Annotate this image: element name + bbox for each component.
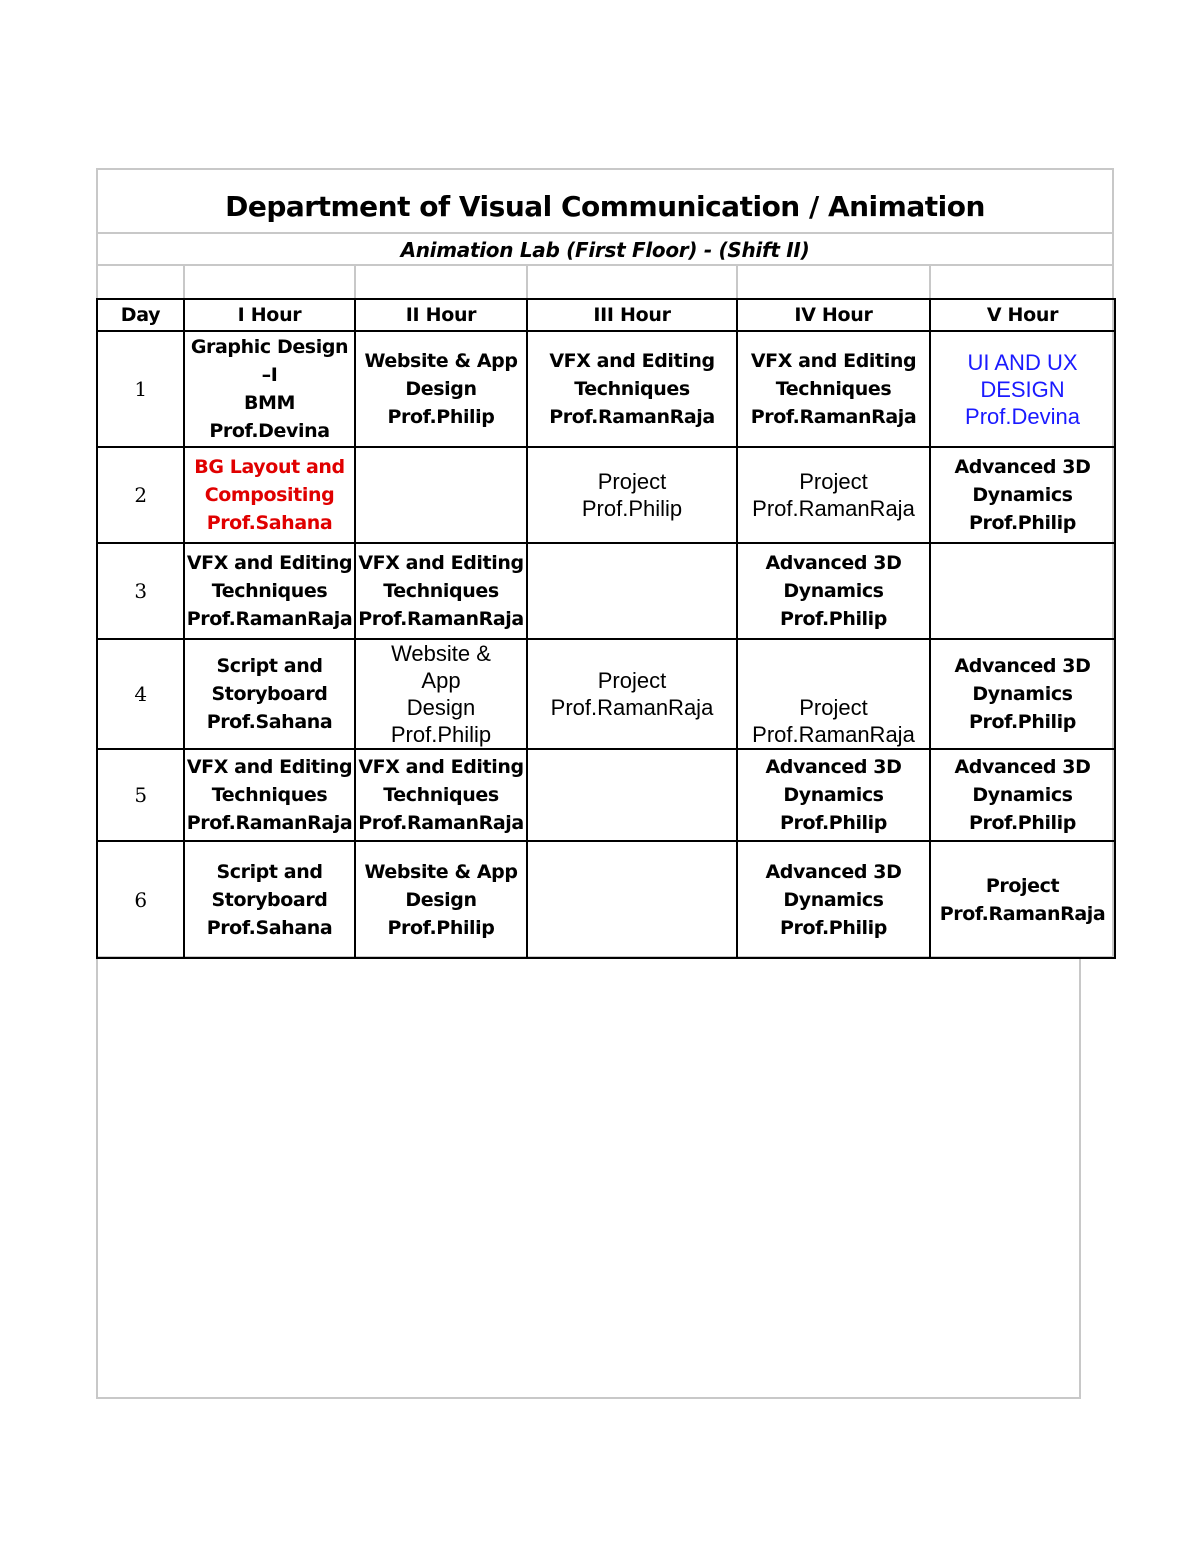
cell-line: Dynamics [972,484,1073,506]
cell-line: Dynamics [783,580,884,602]
cell-line: Prof.Devina [965,403,1080,429]
table-row [97,639,1115,749]
cell-line: Prof.Philip [780,812,887,834]
table-row [97,543,1115,639]
class-cell [930,749,1115,841]
cell-line: Compositing [204,484,335,506]
cell-line: Advanced 3D [954,456,1091,478]
cell-line: Dynamics [972,784,1073,806]
grid-line [929,266,931,299]
day-cell: 5 [97,749,184,841]
cell-line: Dynamics [783,784,884,806]
lower-border [96,958,1081,1399]
cell-line: Prof.Philip [969,711,1076,733]
cell-line: Prof.Philip [390,722,492,747]
cell-line: BG Layout and [194,456,345,478]
cell-line: Prof.RamanRaja [549,406,715,428]
cell-line: Prof.Devina [209,420,330,442]
table-row [97,841,1115,958]
class-cell [355,331,527,447]
grid-line [526,266,528,299]
class-cell [737,543,930,639]
column-header: I Hour [184,299,355,331]
class-cell [930,543,1115,639]
day-cell: 3 [97,543,184,639]
class-cell [527,331,737,447]
table-row [97,331,1115,447]
cell-line: UI AND UX [967,349,1078,375]
cell-line: Prof.RamanRaja [939,902,1106,925]
grid-line [354,266,356,299]
cell-line: VFX and Editing [549,350,715,372]
class-cell [355,543,527,639]
cell-line: Advanced 3D [765,552,902,574]
class-cell [355,447,527,543]
cell-line: Advanced 3D [765,756,902,778]
cell-line: Design [405,378,477,400]
column-header: V Hour [930,299,1115,331]
divider [96,264,1114,266]
class-cell [737,447,930,543]
cell-line: Prof.Philip [387,406,495,428]
class-cell [184,749,355,841]
grid-line [183,266,185,299]
cell-line: Prof.Sahana [206,711,333,733]
cell-line: Project [985,874,1060,897]
column-header: II Hour [355,299,527,331]
page-subtitle: Animation Lab (First Floor) - (Shift II) [400,238,810,262]
column-header: IV Hour [737,299,930,331]
cell-line: Prof.RamanRaja [186,608,353,630]
cell-line: Prof.Philip [780,608,887,630]
cell-line: Advanced 3D [954,756,1091,778]
class-cell [930,639,1115,749]
cell-line: Techniques [574,378,690,400]
cell-line: Dynamics [972,683,1073,705]
column-header: Day [97,299,184,331]
cell-line: Techniques [211,784,328,806]
class-cell [184,841,355,958]
class-cell [737,331,930,447]
cell-line: Prof.RamanRaja [750,406,917,428]
cell-line: Project [597,668,667,693]
day-cell: 4 [97,639,184,749]
cell-line: Prof.RamanRaja [752,722,915,747]
day-cell: 2 [97,447,184,543]
cell-line: Graphic Design [190,336,349,358]
class-cell [737,841,930,958]
cell-line: VFX and Editing [750,350,917,372]
cell-line: VFX and Editing [186,552,353,574]
cell-line: Project [799,695,868,720]
class-cell [184,447,355,543]
cell-line: BMM [243,392,296,414]
cell-line: VFX and Editing [186,756,353,778]
cell-line: Techniques [383,784,499,806]
cell-line: Prof.Sahana [206,512,333,534]
cell-line: Advanced 3D [954,655,1091,677]
class-cell [930,841,1115,958]
divider [96,232,1114,234]
cell-line: Script and [216,860,323,883]
class-cell [355,639,527,749]
class-cell [527,749,737,841]
cell-line: Prof.Sahana [206,916,333,939]
cell-line: Website & [391,641,491,666]
cell-line: Prof.Philip [387,916,495,939]
header-row [97,299,1115,331]
class-cell [184,331,355,447]
class-cell [527,639,737,749]
cell-line: App [421,668,461,693]
cell-line: Project [799,469,868,494]
cell-line: Prof.RamanRaja [358,812,524,834]
page-title: Department of Visual Communication / Animation [225,190,985,223]
cell-line: Website & App [364,350,518,372]
cell-line: VFX and Editing [358,756,524,778]
cell-line: VFX and Editing [358,552,524,574]
cell-line: Prof.Philip [780,916,887,939]
timetable [96,298,1116,959]
cell-line: Dynamics [783,888,884,911]
cell-line: Website & App [364,860,518,883]
class-cell [184,639,355,749]
class-cell [930,447,1115,543]
class-cell [737,639,930,749]
table-row [97,447,1115,543]
day-cell: 1 [97,331,184,447]
cell-line: Storyboard [211,888,328,911]
class-cell [355,749,527,841]
timetable-body [97,331,1115,958]
grid-line [736,266,738,299]
cell-line: Prof.RamanRaja [550,695,714,720]
table-row [97,749,1115,841]
class-cell [737,749,930,841]
cell-line: Prof.Philip [581,496,683,521]
cell-line: Script and [216,655,323,677]
cell-line: Techniques [211,580,328,602]
cell-line: Design [405,888,477,911]
cell-line: Project [597,469,667,494]
class-cell [355,841,527,958]
class-cell [184,543,355,639]
cell-line: –I [261,364,278,386]
cell-line: Prof.Philip [969,812,1076,834]
cell-line: Prof.RamanRaja [358,608,524,630]
day-cell: 6 [97,841,184,958]
cell-line: Prof.RamanRaja [752,496,915,521]
cell-line: Design [406,695,476,720]
class-cell [527,447,737,543]
cell-line: Storyboard [211,683,328,705]
class-cell [930,331,1115,447]
cell-line: Prof.Philip [969,512,1076,534]
cell-line: Prof.RamanRaja [186,812,353,834]
column-header: III Hour [527,299,737,331]
cell-line: Techniques [383,580,499,602]
class-cell [527,543,737,639]
cell-line: DESIGN [980,376,1065,402]
cell-line: Advanced 3D [765,860,902,883]
class-cell [527,841,737,958]
cell-line: Techniques [775,378,892,400]
